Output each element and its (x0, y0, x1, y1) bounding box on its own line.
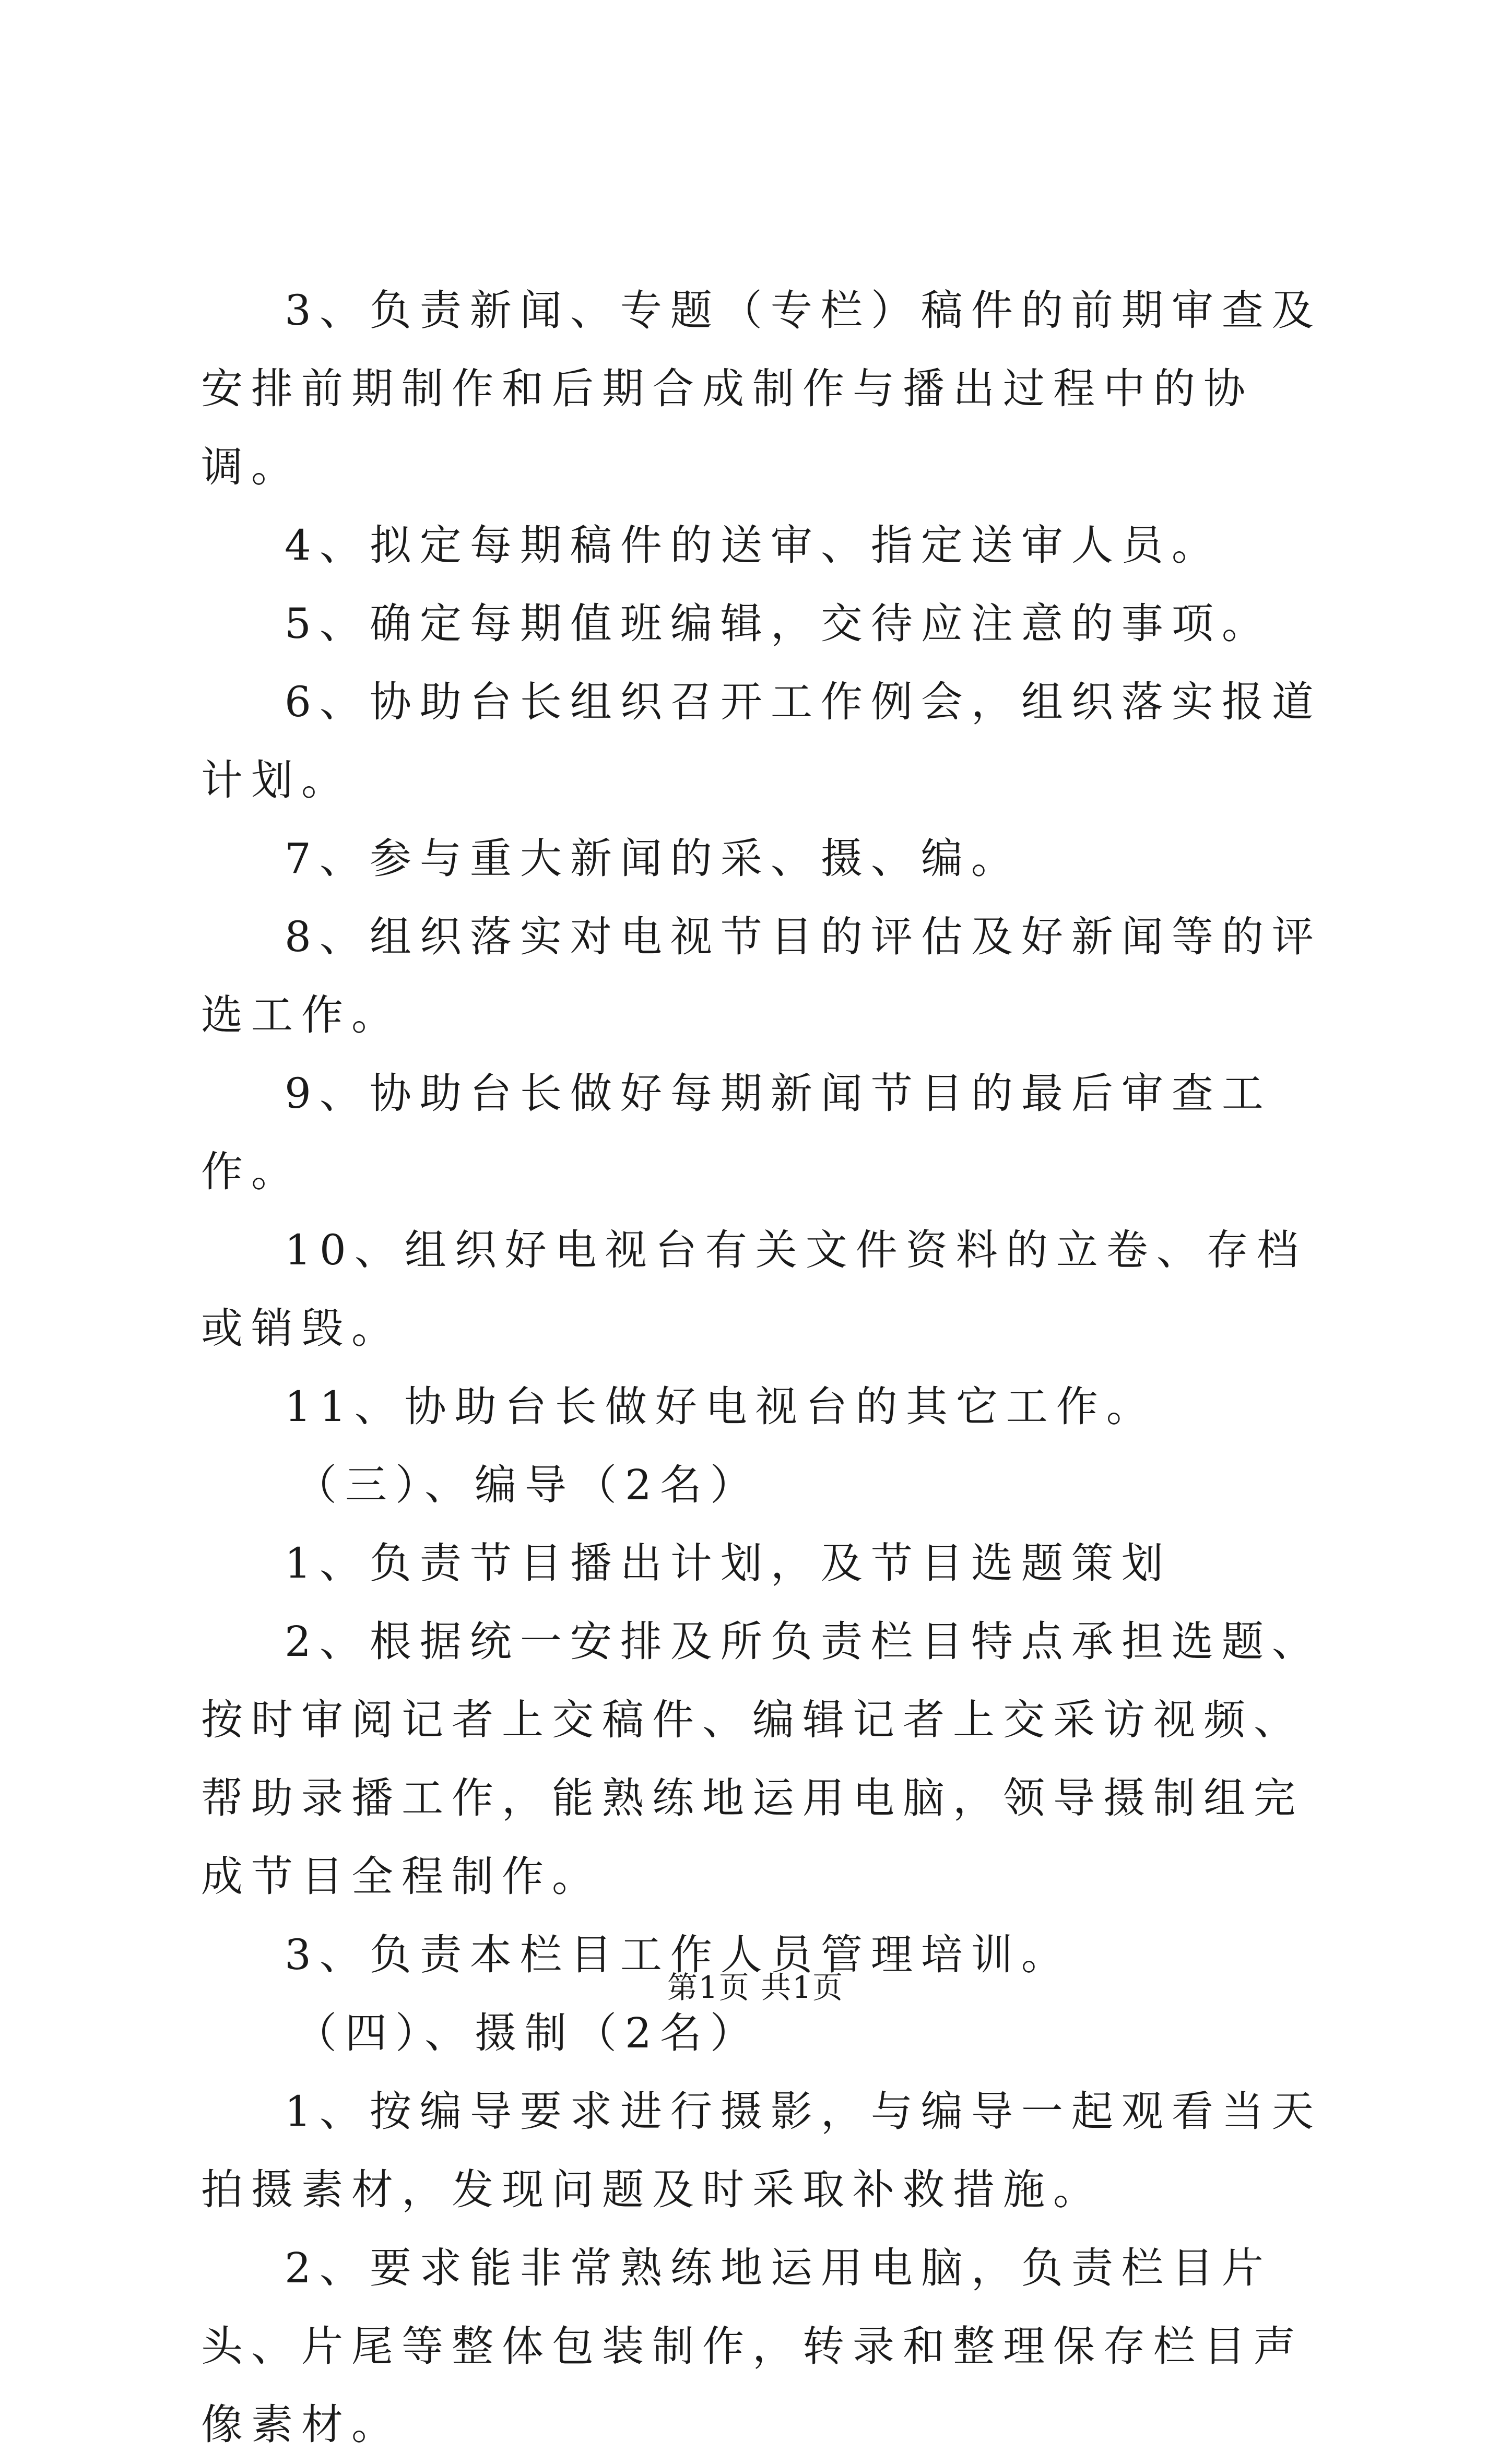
paragraph-production-1: 1、按编导要求进行摄影，与编导一起观看当天拍摄素材，发现问题及时采取补救措施。 (201, 2087, 1322, 2214)
document-body (201, 271, 1339, 2464)
section-heading-production: （四）、摄制（2名） (295, 2009, 760, 2057)
paragraph-duty-3: 3、负责新闻、专题（专栏）稿件的前期审查及安排前期制作和后期合成制作与播出过程中的协调。 (201, 286, 1322, 491)
paragraph-duty-8: 8、组织落实对电视节目的评估及好新闻等的评选工作。 (201, 913, 1322, 1039)
paragraph-duty-9: 9、协助台长做好每期新闻节目的最后审查工作。 (201, 1069, 1272, 1196)
paragraph-duty-11: 11、协助台长做好电视台的其它工作。 (285, 1382, 1156, 1431)
paragraph-duty-10: 10、组织好电视台有关文件资料的立卷、存档或销毁。 (201, 1226, 1307, 1353)
paragraph-duty-5: 5、确定每期值班编辑，交待应注意的事项。 (285, 599, 1272, 648)
paragraph-director-2: 2、根据统一安排及所负责栏目特点承担选题、按时审阅记者上交稿件、编辑记者上交采访视频、帮助录播工作，能熟练地运用电脑，领导摄制组完成节目全程制作。 (201, 1617, 1322, 1901)
paragraph-director-3: 3、负责本栏目工作人员管理培训。 (285, 1930, 1071, 1979)
paragraph-production-2: 2、要求能非常熟练地运用电脑，负责栏目片头、片尾等整体包装制作，转录和整理保存栏目声像素材。 (201, 2244, 1304, 2449)
section-heading-director: （三）、编导（2名） (295, 1461, 760, 1509)
paragraph-duty-6: 6、协助台长组织召开工作例会，组织落实报道计划。 (201, 678, 1322, 804)
paragraph-duty-7: 7、参与重大新闻的采、摄、编。 (285, 834, 1021, 883)
paragraph-director-1: 1、负责节目播出计划，及节目选题策划 (285, 1539, 1172, 1588)
paragraph-duty-4: 4、拟定每期稿件的送审、指定送审人员。 (285, 521, 1222, 570)
page-footer: 第1页 共1页 (667, 1970, 844, 2005)
